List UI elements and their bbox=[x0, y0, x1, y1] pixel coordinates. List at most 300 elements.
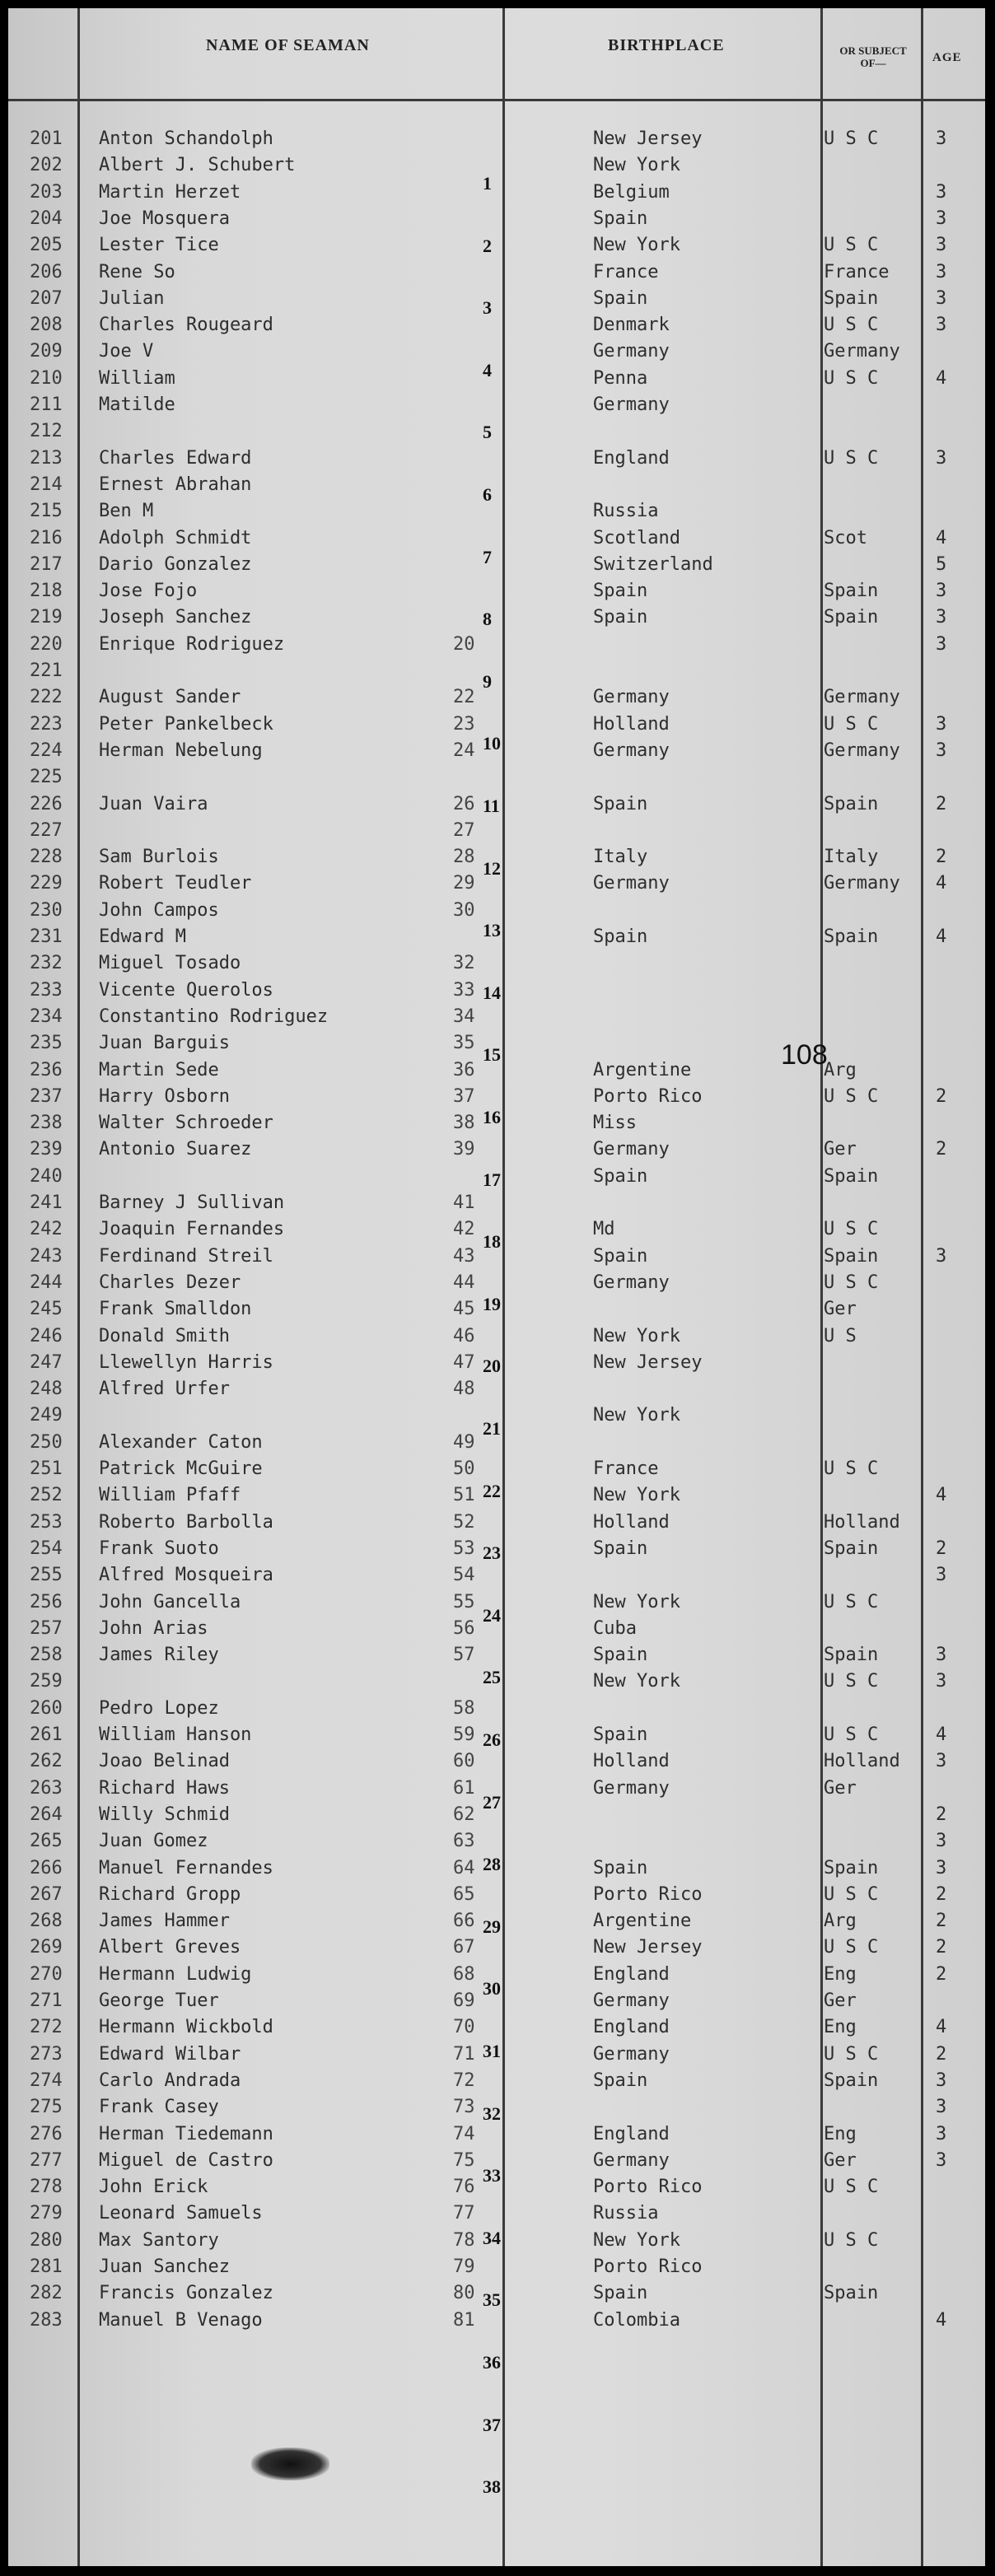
sequence-number: 48 bbox=[453, 1379, 475, 1400]
sequence-number: 44 bbox=[453, 1272, 475, 1293]
birthplace-cell: Scotland bbox=[593, 527, 680, 548]
row-number: 204 bbox=[30, 208, 63, 229]
table-row bbox=[8, 262, 985, 287]
table-row bbox=[8, 687, 985, 712]
subject-of-cell: Germany bbox=[824, 873, 900, 894]
row-number: 220 bbox=[30, 633, 63, 655]
seaman-name: William Hanson bbox=[99, 1724, 252, 1745]
sequence-number: 81 bbox=[453, 2309, 475, 2331]
sequence-number: 67 bbox=[453, 1937, 475, 1958]
birthplace-cell: Porto Rico bbox=[593, 2177, 703, 2198]
seaman-name: Walter Schroeder bbox=[99, 1113, 273, 1134]
row-number: 259 bbox=[30, 1671, 63, 1692]
birthplace-cell: England bbox=[593, 447, 670, 469]
table-row bbox=[8, 1458, 985, 1483]
birthplace-cell: Spain bbox=[593, 2070, 648, 2091]
seaman-name: George Tuer bbox=[99, 1990, 219, 2011]
seaman-name: John Erick bbox=[99, 2177, 208, 2198]
age-cell: 3 bbox=[936, 315, 947, 336]
seaman-name: Hermann Wickbold bbox=[99, 2017, 273, 2038]
age-cell: 4 bbox=[936, 1485, 947, 1506]
seaman-name: Edward Wilbar bbox=[99, 2043, 241, 2065]
seaman-name: John Campos bbox=[99, 899, 219, 921]
row-number: 266 bbox=[30, 1857, 63, 1878]
birthplace-cell: Spain bbox=[593, 793, 648, 814]
row-number: 280 bbox=[30, 2229, 63, 2251]
age-cell: 2 bbox=[936, 1538, 947, 1559]
birthplace-cell: Germany bbox=[593, 740, 670, 761]
age-cell: 5 bbox=[936, 553, 947, 575]
line-number: 20 bbox=[483, 1356, 501, 1377]
birthplace-cell: New York bbox=[593, 1485, 680, 1506]
birthplace-cell: Spain bbox=[593, 1645, 648, 1666]
age-cell: 3 bbox=[936, 633, 947, 655]
sequence-number: 50 bbox=[453, 1458, 475, 1479]
sequence-number: 64 bbox=[453, 1857, 475, 1878]
table-row bbox=[8, 1884, 985, 1909]
row-number: 212 bbox=[30, 421, 63, 442]
seaman-name: Ernest Abrahan bbox=[99, 474, 252, 495]
age-cell: 4 bbox=[936, 367, 947, 389]
birthplace-cell: England bbox=[593, 1963, 670, 1985]
row-number: 270 bbox=[30, 1963, 63, 1985]
birthplace-cell: Spain bbox=[593, 1857, 648, 1878]
birthplace-cell: Spain bbox=[593, 1165, 648, 1187]
line-number: 31 bbox=[483, 2041, 501, 2061]
table-row bbox=[8, 128, 985, 153]
table-row bbox=[8, 2203, 985, 2228]
birthplace-cell: Russia bbox=[593, 501, 659, 522]
age-cell: 3 bbox=[936, 261, 947, 282]
seaman-name: Llewellyn Harris bbox=[99, 1351, 273, 1373]
birthplace-cell: Germany bbox=[593, 873, 670, 894]
sequence-number: 75 bbox=[453, 2149, 475, 2171]
age-cell: 3 bbox=[936, 2123, 947, 2144]
subject-of-cell: Germany bbox=[824, 687, 900, 708]
seaman-name: Sam Burlois bbox=[99, 847, 219, 868]
seaman-name: Alfred Mosqueira bbox=[99, 1565, 273, 1586]
birthplace-cell: Switzerland bbox=[593, 553, 713, 575]
seaman-name: Martin Herzet bbox=[99, 181, 241, 203]
sequence-number: 71 bbox=[453, 2043, 475, 2065]
birthplace-cell: Germany bbox=[593, 394, 670, 415]
seaman-name: Joao Belinad bbox=[99, 1751, 230, 1772]
sequence-number: 73 bbox=[453, 2097, 475, 2118]
seaman-name: William bbox=[99, 367, 175, 389]
subject-of-cell: Spain bbox=[824, 607, 879, 628]
seaman-name: Richard Gropp bbox=[99, 1883, 241, 1905]
age-cell: 4 bbox=[936, 2309, 947, 2331]
sequence-number: 74 bbox=[453, 2123, 475, 2144]
birthplace-cell: Germany bbox=[593, 1777, 670, 1799]
row-number: 261 bbox=[30, 1724, 63, 1745]
seaman-name: James Riley bbox=[99, 1645, 219, 1666]
sequence-number: 27 bbox=[453, 819, 475, 841]
row-number: 281 bbox=[30, 2256, 63, 2277]
line-number: 14 bbox=[483, 982, 501, 1003]
sequence-number: 24 bbox=[453, 740, 475, 761]
line-number: 33 bbox=[483, 2165, 501, 2186]
seaman-name: Harry Osborn bbox=[99, 1085, 230, 1107]
row-number: 210 bbox=[30, 367, 63, 389]
seaman-name: Richard Haws bbox=[99, 1777, 230, 1799]
row-number: 255 bbox=[30, 1565, 63, 1586]
birthplace-cell: Germany bbox=[593, 1139, 670, 1160]
table-row bbox=[8, 341, 985, 366]
birthplace-cell: Denmark bbox=[593, 315, 670, 336]
row-number: 209 bbox=[30, 341, 63, 362]
seaman-name: Charles Dezer bbox=[99, 1272, 241, 1293]
seaman-name: Robert Teudler bbox=[99, 873, 252, 894]
sequence-number: 80 bbox=[453, 2283, 475, 2304]
table-row bbox=[8, 1379, 985, 1403]
row-number: 213 bbox=[30, 447, 63, 469]
age-cell: 2 bbox=[936, 1804, 947, 1825]
table-row bbox=[8, 155, 985, 180]
table-row bbox=[8, 288, 985, 313]
subject-of-cell: Holland bbox=[824, 1751, 900, 1772]
age-cell: 3 bbox=[936, 2070, 947, 2091]
age-cell: 2 bbox=[936, 1911, 947, 1932]
row-number: 249 bbox=[30, 1405, 63, 1426]
seaman-name: Ferdinand Streil bbox=[99, 1245, 273, 1267]
row-number: 262 bbox=[30, 1751, 63, 1772]
birthplace-cell: Argentine bbox=[593, 1059, 692, 1080]
row-number: 223 bbox=[30, 713, 63, 735]
table-row bbox=[8, 607, 985, 632]
ink-blot bbox=[251, 2448, 329, 2480]
row-number: 282 bbox=[30, 2283, 63, 2304]
table-row bbox=[8, 394, 985, 419]
sequence-number: 68 bbox=[453, 1963, 475, 1985]
row-number: 234 bbox=[30, 1006, 63, 1027]
row-number: 237 bbox=[30, 1085, 63, 1107]
seaman-name: Albert Greves bbox=[99, 1937, 241, 1958]
seaman-name: Rene So bbox=[99, 261, 175, 282]
birthplace-cell: New Jersey bbox=[593, 1937, 703, 1958]
birthplace-cell: France bbox=[593, 1458, 659, 1479]
row-number: 251 bbox=[30, 1458, 63, 1479]
age-cell: 3 bbox=[936, 2149, 947, 2171]
sequence-number: 32 bbox=[453, 953, 475, 974]
seaman-name: Miguel Tosado bbox=[99, 953, 241, 974]
birthplace-cell: Md bbox=[593, 1219, 615, 1240]
age-cell: 4 bbox=[936, 2017, 947, 2038]
sequence-number: 28 bbox=[453, 847, 475, 868]
line-number: 16 bbox=[483, 1107, 501, 1127]
sequence-number: 52 bbox=[453, 1511, 475, 1533]
row-number: 276 bbox=[30, 2123, 63, 2144]
line-number: 30 bbox=[483, 1978, 501, 2000]
seaman-name: Adolph Schmidt bbox=[99, 527, 252, 548]
sequence-number: 34 bbox=[453, 1006, 475, 1027]
birthplace-cell: Germany bbox=[593, 2149, 670, 2171]
subject-of-cell: U S C bbox=[824, 2229, 879, 2251]
seaman-name: Francis Gonzalez bbox=[99, 2283, 273, 2304]
table-row bbox=[8, 1326, 985, 1351]
line-number: 26 bbox=[483, 1729, 501, 1750]
line-number: 2 bbox=[483, 235, 492, 256]
birthplace-cell: Germany bbox=[593, 687, 670, 708]
row-number: 230 bbox=[30, 899, 63, 921]
seaman-name: Joe Mosquera bbox=[99, 208, 230, 229]
sequence-number: 51 bbox=[453, 1485, 475, 1506]
age-cell: 3 bbox=[936, 1831, 947, 1852]
sequence-number: 66 bbox=[453, 1911, 475, 1932]
sequence-number: 23 bbox=[453, 713, 475, 735]
line-number: 11 bbox=[483, 796, 500, 816]
row-number: 258 bbox=[30, 1645, 63, 1666]
line-number: 5 bbox=[483, 422, 492, 443]
line-number: 13 bbox=[483, 920, 501, 941]
birthplace-cell: New York bbox=[593, 1671, 680, 1692]
row-number: 273 bbox=[30, 2043, 63, 2065]
sequence-number: 62 bbox=[453, 1804, 475, 1825]
row-number: 225 bbox=[30, 767, 63, 788]
sequence-number: 43 bbox=[453, 1245, 475, 1267]
subject-of-cell: Spain bbox=[824, 926, 879, 947]
row-number: 260 bbox=[30, 1697, 63, 1719]
line-number: 21 bbox=[483, 1418, 501, 1439]
birthplace-cell: Italy bbox=[593, 847, 648, 868]
table-row bbox=[8, 767, 985, 791]
row-number: 246 bbox=[30, 1325, 63, 1346]
seaman-name: Leonard Samuels bbox=[99, 2203, 263, 2224]
subject-of-cell: Spain bbox=[824, 581, 879, 602]
seaman-name: Hermann Ludwig bbox=[99, 1963, 252, 1985]
row-number: 264 bbox=[30, 1804, 63, 1825]
sequence-number: 55 bbox=[453, 1591, 475, 1612]
line-number: 12 bbox=[483, 857, 501, 879]
seaman-name: Willy Schmid bbox=[99, 1804, 230, 1825]
row-number: 218 bbox=[30, 581, 63, 602]
row-number: 231 bbox=[30, 926, 63, 947]
seaman-name: Manuel B Venago bbox=[99, 2309, 263, 2331]
line-number: 4 bbox=[483, 359, 492, 380]
line-number: 38 bbox=[483, 2476, 501, 2498]
sequence-number: 79 bbox=[453, 2256, 475, 2277]
seaman-name: Alfred Urfer bbox=[99, 1379, 230, 1400]
age-cell: 3 bbox=[936, 447, 947, 469]
row-number: 245 bbox=[30, 1299, 63, 1320]
subject-of-cell: Ger bbox=[824, 1777, 857, 1799]
row-number: 275 bbox=[30, 2097, 63, 2118]
birthplace-cell: Spain bbox=[593, 926, 648, 947]
table-row bbox=[8, 1937, 985, 1962]
table-row bbox=[8, 1565, 985, 1589]
birthplace-cell: Holland bbox=[593, 1511, 670, 1533]
seaman-name: Peter Pankelbeck bbox=[99, 713, 273, 735]
subject-of-cell: U S C bbox=[824, 1458, 879, 1479]
seaman-name: Constantino Rodriguez bbox=[99, 1006, 329, 1027]
birthplace-cell: Holland bbox=[593, 1751, 670, 1772]
birthplace-cell: Spain bbox=[593, 287, 648, 309]
table-row bbox=[8, 2070, 985, 2095]
age-cell: 3 bbox=[936, 287, 947, 309]
seaman-name: Dario Gonzalez bbox=[99, 553, 252, 575]
row-number: 201 bbox=[30, 128, 63, 149]
row-number: 257 bbox=[30, 1617, 63, 1639]
row-number: 205 bbox=[30, 235, 63, 256]
age-cell: 3 bbox=[936, 607, 947, 628]
line-number: 6 bbox=[483, 484, 492, 505]
table-row bbox=[8, 1751, 985, 1776]
seaman-name: Matilde bbox=[99, 394, 175, 415]
sequence-number: 22 bbox=[453, 687, 475, 708]
subject-of-cell: Spain bbox=[824, 2070, 879, 2091]
manifest-page bbox=[8, 8, 985, 2566]
row-number: 247 bbox=[30, 1351, 63, 1373]
table-row bbox=[8, 474, 985, 499]
line-number: 9 bbox=[483, 670, 492, 692]
sequence-number: 26 bbox=[453, 793, 475, 814]
sequence-number: 36 bbox=[453, 1059, 475, 1080]
subject-of-cell: Arg bbox=[824, 1911, 857, 1932]
birthplace-cell: New York bbox=[593, 155, 680, 176]
sequence-number: 42 bbox=[453, 1219, 475, 1240]
seaman-name: Frank Suoto bbox=[99, 1538, 219, 1559]
line-number: 27 bbox=[483, 1791, 501, 1813]
table-row bbox=[8, 1139, 985, 1164]
subject-of-cell: Spain bbox=[824, 1645, 879, 1666]
birthplace-cell: Spain bbox=[593, 1538, 648, 1559]
line-number: 8 bbox=[483, 609, 492, 630]
subject-of-cell: Germany bbox=[824, 740, 900, 761]
seaman-name: Juan Barguis bbox=[99, 1033, 230, 1054]
row-number: 248 bbox=[30, 1379, 63, 1400]
table-row bbox=[8, 660, 985, 685]
subject-of-cell: U S C bbox=[824, 128, 879, 149]
seaman-name: Jose Fojo bbox=[99, 581, 198, 602]
line-number: 7 bbox=[483, 546, 492, 567]
sequence-number: 70 bbox=[453, 2017, 475, 2038]
seaman-name: Frank Smalldon bbox=[99, 1299, 252, 1320]
table-row bbox=[8, 2017, 985, 2042]
subject-of-cell: U S C bbox=[824, 1724, 879, 1745]
table-row bbox=[8, 1698, 985, 1723]
table-row bbox=[8, 634, 985, 659]
subject-of-cell: U S C bbox=[824, 1219, 879, 1240]
row-number: 242 bbox=[30, 1219, 63, 1240]
subject-of-cell: U S C bbox=[824, 1591, 879, 1612]
birthplace-cell: Spain bbox=[593, 1724, 648, 1745]
seaman-name: John Arias bbox=[99, 1617, 208, 1639]
subject-of-cell: U S C bbox=[824, 447, 879, 469]
line-number: 25 bbox=[483, 1667, 501, 1688]
line-number: 34 bbox=[483, 2227, 501, 2248]
subject-header: OR SUBJECT OF— bbox=[839, 44, 907, 69]
table-row bbox=[8, 528, 985, 553]
age-cell: 3 bbox=[936, 2097, 947, 2118]
birthplace-cell: New Jersey bbox=[593, 1351, 703, 1373]
name-of-seaman-header: NAME OF SEAMAN bbox=[206, 36, 370, 54]
line-number: 3 bbox=[483, 297, 492, 319]
birthplace-cell: Porto Rico bbox=[593, 1085, 703, 1107]
row-number: 283 bbox=[30, 2309, 63, 2331]
birthplace-cell: New York bbox=[593, 235, 680, 256]
age-cell: 3 bbox=[936, 1857, 947, 1878]
birthplace-cell: Spain bbox=[593, 581, 648, 602]
sequence-number: 35 bbox=[453, 1033, 475, 1054]
seaman-name: Vicente Querolos bbox=[99, 979, 273, 1001]
age-cell: 4 bbox=[936, 926, 947, 947]
subject-of-cell: Spain bbox=[824, 1165, 879, 1187]
table-row bbox=[8, 1192, 985, 1217]
row-number: 240 bbox=[30, 1165, 63, 1187]
table-row bbox=[8, 448, 985, 473]
sequence-number: 76 bbox=[453, 2177, 475, 2198]
subject-of-cell: U S C bbox=[824, 2177, 879, 2198]
table-row bbox=[8, 182, 985, 207]
row-number: 263 bbox=[30, 1777, 63, 1799]
row-number: 227 bbox=[30, 819, 63, 841]
row-number: 226 bbox=[30, 793, 63, 814]
line-number: 24 bbox=[483, 1604, 501, 1626]
age-cell: 3 bbox=[936, 208, 947, 229]
subject-of-cell: U S C bbox=[824, 2043, 879, 2065]
line-number: 22 bbox=[483, 1480, 501, 1501]
birthplace-header: BIRTHPLACE bbox=[608, 36, 725, 54]
birthplace-cell: Spain bbox=[593, 607, 648, 628]
row-number: 252 bbox=[30, 1485, 63, 1506]
row-number: 233 bbox=[30, 979, 63, 1001]
row-number: 268 bbox=[30, 1911, 63, 1932]
seaman-name: Juan Vaira bbox=[99, 793, 208, 814]
sequence-number: 45 bbox=[453, 1299, 475, 1320]
row-number: 206 bbox=[30, 261, 63, 282]
sequence-number: 54 bbox=[453, 1565, 475, 1586]
sequence-number: 59 bbox=[453, 1724, 475, 1745]
seaman-name: Antonio Suarez bbox=[99, 1139, 252, 1160]
sequence-number: 77 bbox=[453, 2203, 475, 2224]
line-number: 28 bbox=[483, 1854, 501, 1875]
seaman-name: Joe V bbox=[99, 341, 154, 362]
sequence-number: 78 bbox=[453, 2229, 475, 2251]
birthplace-cell: Porto Rico bbox=[593, 2256, 703, 2277]
birthplace-cell: Porto Rico bbox=[593, 1883, 703, 1905]
row-number: 211 bbox=[30, 394, 63, 415]
seaman-name: Joaquin Fernandes bbox=[99, 1219, 285, 1240]
birthplace-cell: Argentine bbox=[593, 1911, 692, 1932]
sequence-number: 20 bbox=[453, 633, 475, 655]
row-number: 254 bbox=[30, 1538, 63, 1559]
page-number-stamp: 108 bbox=[781, 1039, 828, 1071]
birthplace-cell: Spain bbox=[593, 2283, 648, 2304]
row-number: 203 bbox=[30, 181, 63, 203]
seaman-name: Juan Gomez bbox=[99, 1831, 208, 1852]
age-cell: 3 bbox=[936, 1751, 947, 1772]
age-cell: 2 bbox=[936, 1963, 947, 1985]
seaman-name: Roberto Barbolla bbox=[99, 1511, 273, 1533]
subject-of-cell: Spain bbox=[824, 287, 879, 309]
birthplace-cell: New York bbox=[593, 1405, 680, 1426]
birthplace-cell: England bbox=[593, 2123, 670, 2144]
subject-of-cell: Spain bbox=[824, 1245, 879, 1267]
birthplace-cell: Germany bbox=[593, 2043, 670, 2065]
table-row bbox=[8, 953, 985, 978]
row-number: 243 bbox=[30, 1245, 63, 1267]
subject-of-cell: Arg bbox=[824, 1059, 857, 1080]
subject-of-cell: Spain bbox=[824, 2283, 879, 2304]
seaman-name: Manuel Fernandes bbox=[99, 1857, 273, 1878]
birthplace-cell: New York bbox=[593, 1591, 680, 1612]
subject-of-cell: U S C bbox=[824, 367, 879, 389]
sequence-number: 57 bbox=[453, 1645, 475, 1666]
sequence-number: 69 bbox=[453, 1990, 475, 2011]
age-cell: 4 bbox=[936, 1724, 947, 1745]
seaman-name: Edward M bbox=[99, 926, 186, 947]
table-row bbox=[8, 2124, 985, 2149]
